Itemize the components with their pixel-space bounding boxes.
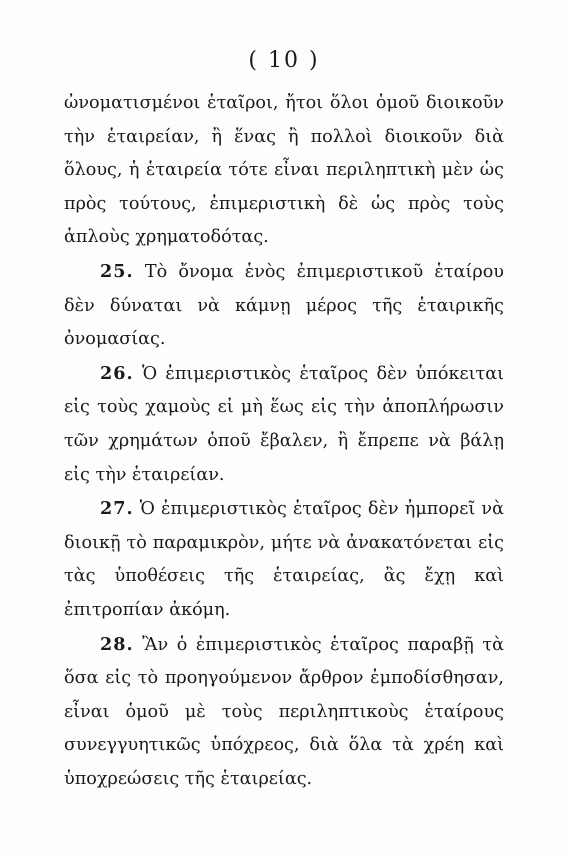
article-number: 25.	[100, 260, 134, 282]
page-number: ( 10 )	[248, 48, 320, 73]
article-number: 26.	[100, 362, 134, 384]
article-27	[64, 492, 504, 627]
paragraph-continuation	[64, 87, 504, 255]
document-page	[64, 48, 504, 796]
article-number: 27.	[100, 498, 134, 520]
article-25	[64, 255, 504, 357]
paragraph-text: ὠνοματισμένοι ἑταῖροι, ἤτοι ὅλοι ὁμοῦ διοικοῦν τὴν ἑταιρείαν, ἢ ἕνας ἢ πολλοὶ διοικοῦν διὰ ὅλους, ἡ ἑταιρεία τότε εἶναι περιληπτικὴ μὲν ὡς πρὸς τούτους, ἐπιμεριστικὴ δὲ ὡς πρὸς τοὺς ἁπλοὺς χρηματοδότας.	[64, 93, 504, 248]
article-26	[64, 357, 504, 492]
paragraph-text: Τὸ ὄνομα ἑνὸς ἐπιμεριστικοῦ ἑταίρου δὲν δύναται νὰ κάμνῃ μέρος τῆς ἑταιρικῆς ὀνομασίας.	[64, 261, 504, 350]
article-number: 28.	[100, 633, 134, 655]
paragraph-text: Ἂν ὁ ἐπιμεριστικὸς ἑταῖρος παραβῇ τὰ ὅσα εἰς τὸ προηγούμενον ἄρθρον ἐμποδίσθησαν, εἶναι ὁμοῦ μὲ τοὺς περιληπτικοὺς ἑταίρους συνεγγυητικῶς ὑπόχρεος, διὰ ὅλα τὰ χρέη καὶ ὑποχρεώσεις τῆς ἑταιρείας.	[64, 634, 504, 789]
paragraph-text: Ὁ ἐπιμεριστικὸς ἑταῖρος δὲν ὑπόκειται εἰς τοὺς χαμοὺς εἰ μὴ ἕως εἰς τὴν ἀποπλήρωσιν τῶν χρημάτων ὁποῦ ἔβαλεν, ἢ ἔπρεπε νὰ βάλῃ εἰς τὴν ἑταιρείαν.	[64, 363, 504, 485]
paragraph-text: Ὁ ἐπιμεριστικὸς ἑταῖρος δὲν ἠμπορεῖ νὰ διοικῇ τὸ παραμικρὸν, μήτε νὰ ἀνακατόνεται εἰς τὰς ὑποθέσεις τῆς ἑταιρείας, ἂς ἔχῃ καὶ ἐπιτροπίαν ἀκόμη.	[64, 499, 505, 620]
article-28	[64, 628, 504, 797]
